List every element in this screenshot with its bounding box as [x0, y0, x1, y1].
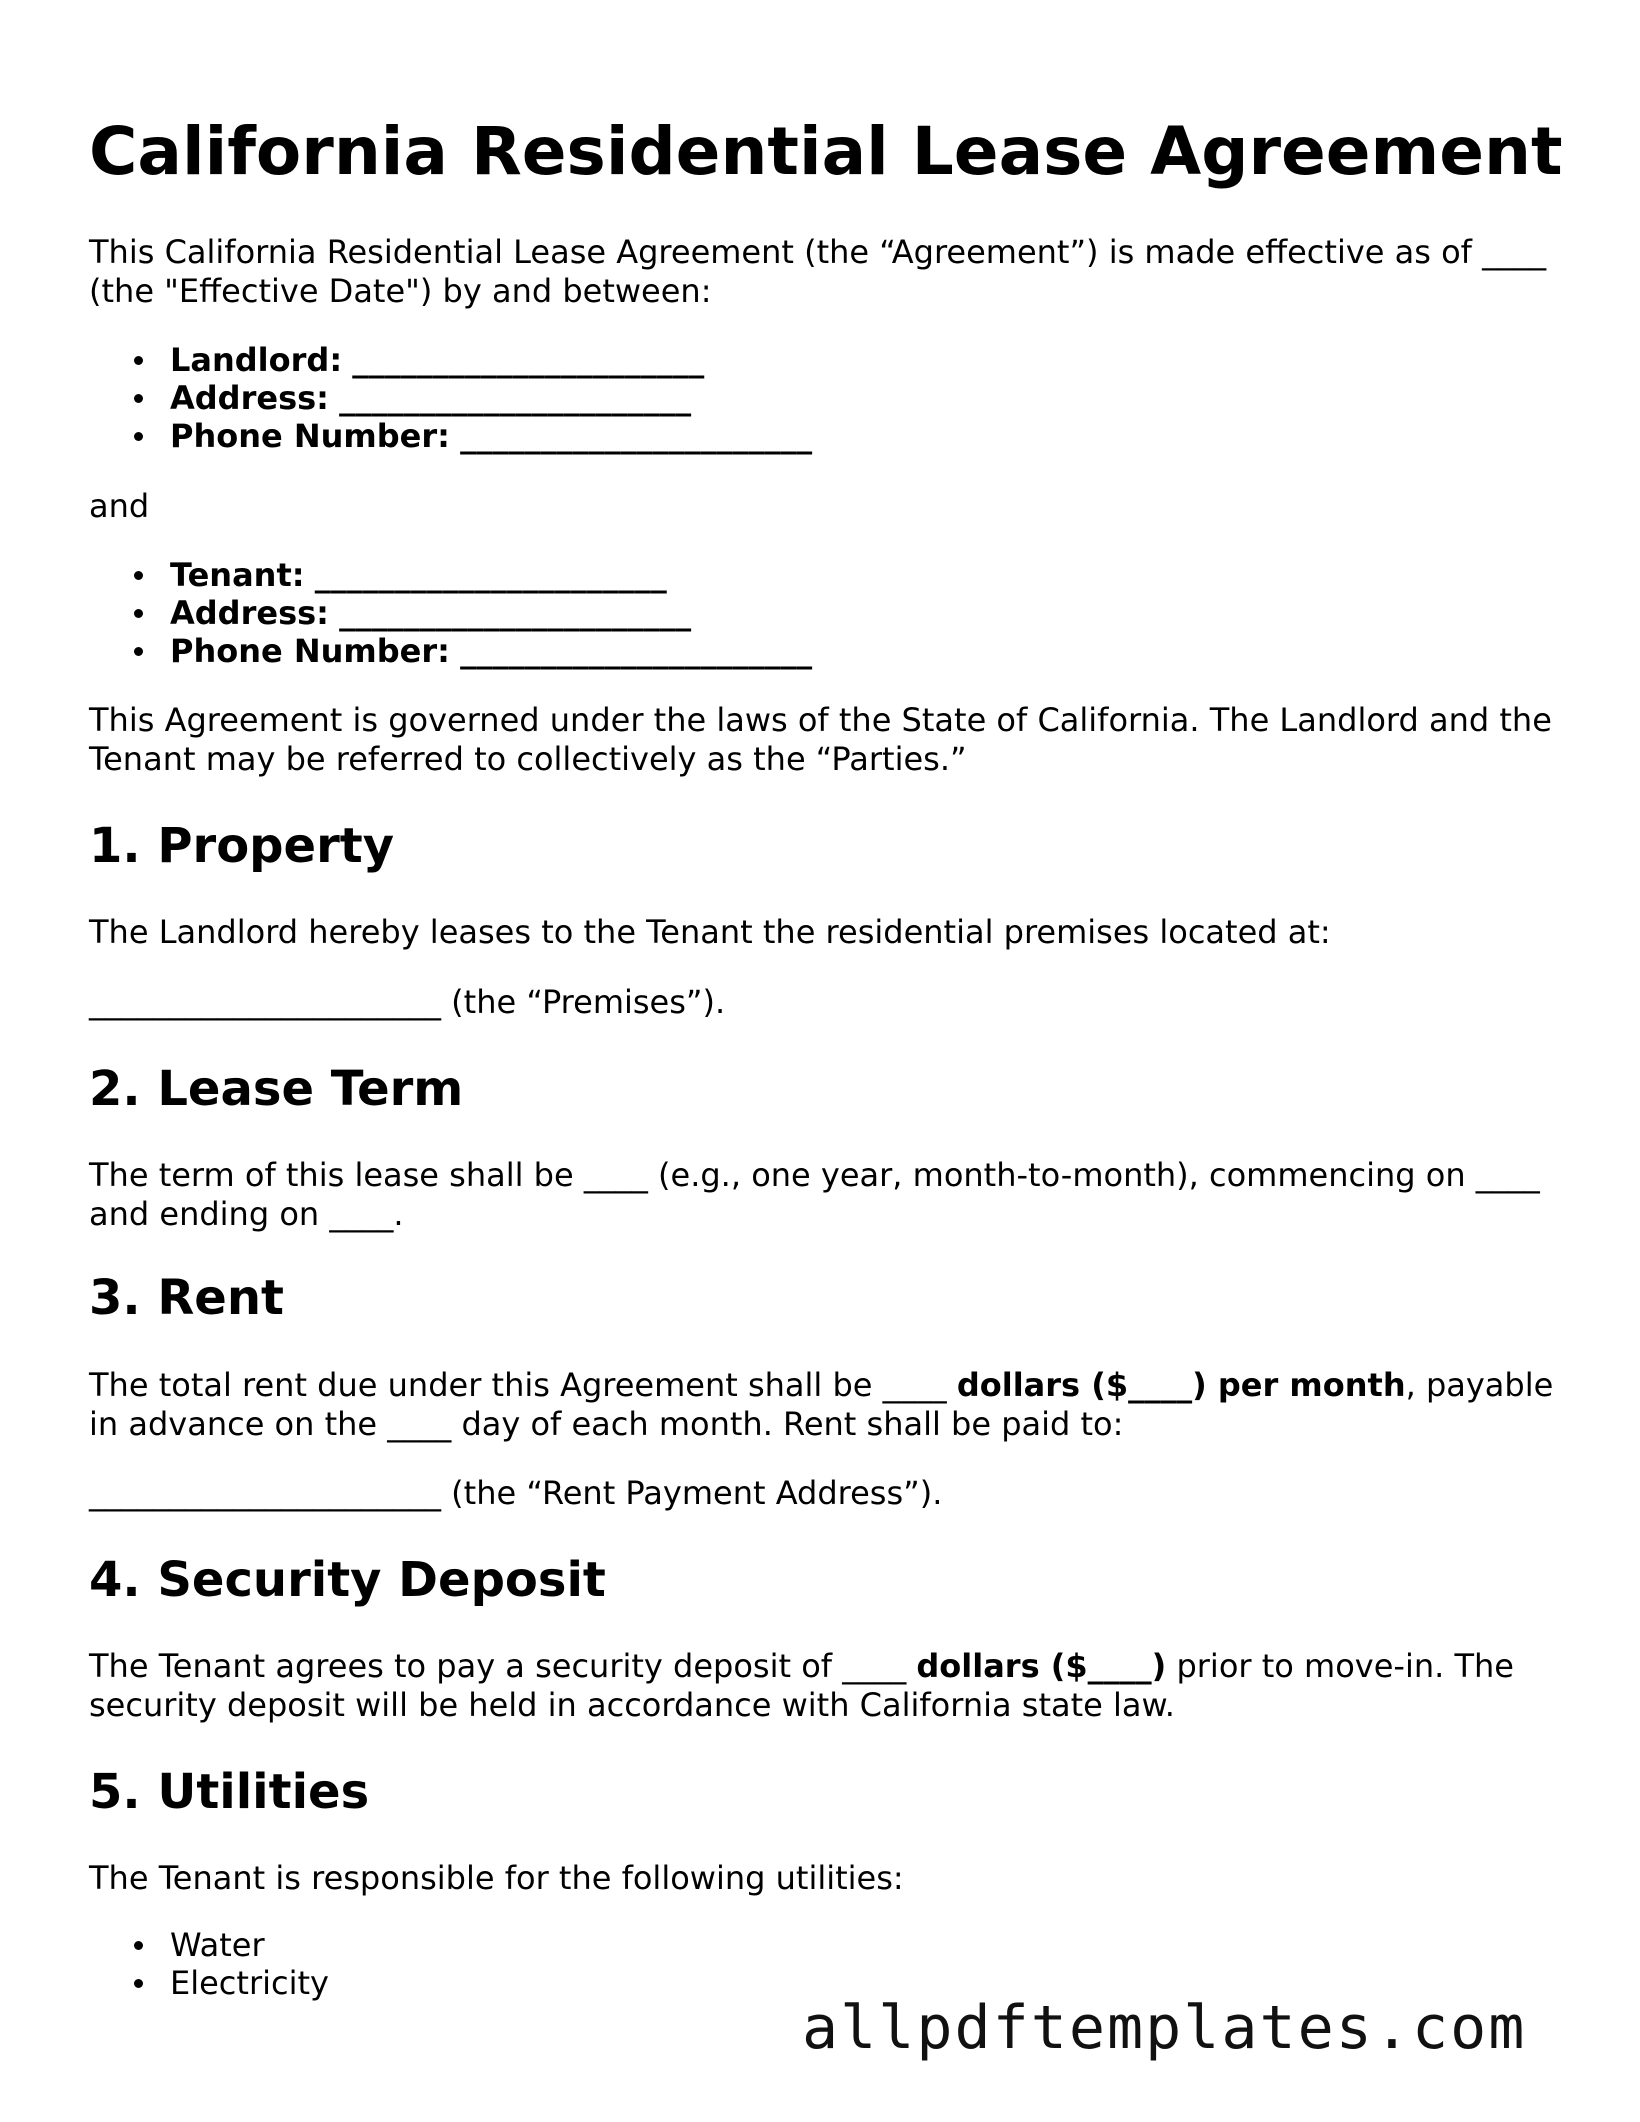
and-text: and: [89, 487, 150, 525]
landlord-blank: ______________________: [352, 341, 705, 379]
landlord-address-label: Address:: [170, 379, 329, 417]
list-item: Water: [89, 1926, 329, 1964]
section-heading-rent: 3. Rent: [89, 1270, 284, 1326]
rent-payment-suffix: (the “Rent Payment Address”).: [451, 1474, 943, 1512]
section-heading-utilities: 5. Utilities: [89, 1764, 370, 1820]
tenant-address-blank: ______________________: [339, 594, 692, 632]
tenant-blank: ______________________: [314, 556, 667, 594]
document-title: California Residential Lease Agreement: [89, 113, 1563, 190]
list-item: [89, 417, 812, 455]
tenant-address-label: Address:: [170, 594, 329, 632]
list-item: Electricity: [89, 1964, 329, 2002]
list-item: [89, 341, 812, 379]
tenant-phone-blank: ______________________: [460, 632, 813, 670]
landlord-phone-label: Phone Number:: [170, 417, 450, 455]
landlord-address-blank: ______________________: [339, 379, 692, 417]
rent-payment-address-line: [89, 1474, 1569, 1513]
section-heading-security-deposit: 4. Security Deposit: [89, 1552, 606, 1608]
deposit-text-start: The Tenant agrees to pay a security deposit of ____: [89, 1647, 907, 1685]
landlord-fields-list: [89, 341, 812, 455]
list-item: [89, 379, 812, 417]
list-item: [89, 594, 812, 632]
utilities-paragraph: The Tenant is responsible for the following utilities:: [89, 1859, 904, 1897]
premises-blank: ______________________: [89, 983, 441, 1021]
landlord-phone-blank: ______________________: [460, 417, 813, 455]
deposit-text-end: prior to move-in. The security deposit will be held in accordance with California state law.: [89, 1647, 1514, 1724]
premises-suffix: (the “Premises”).: [451, 983, 726, 1021]
utilities-list: [89, 1926, 329, 2002]
list-item: [89, 632, 812, 670]
rent-text-end: , payable in advance on the ____ day of each month. Rent shall be paid to:: [89, 1366, 1554, 1443]
rent-payment-blank: ______________________: [89, 1474, 441, 1512]
governing-law-paragraph: This Agreement is governed under the laws of the State of California. The Landlord and the Tenant may be referred to collectively as the “Parties.”: [89, 701, 1552, 778]
list-item: [89, 556, 812, 594]
rent-paragraph: [89, 1366, 1569, 1444]
watermark: allpdftemplates.com: [802, 1993, 1527, 2063]
rent-amount-bold: dollars ($____) per month: [956, 1366, 1406, 1404]
landlord-label: Landlord:: [170, 341, 343, 379]
tenant-fields-list: [89, 556, 812, 670]
lease-term-paragraph: The term of this lease shall be ____ (e.g., one year, month-to-month), commencing on ____ and ending on ____.: [89, 1156, 1540, 1233]
intro-paragraph: This California Residential Lease Agreement (the “Agreement”) is made effective as of ____ (the "Effective Date") by and between:: [89, 233, 1547, 310]
premises-line: [89, 983, 1569, 1022]
section-heading-property: 1. Property: [89, 818, 394, 874]
property-paragraph: The Landlord hereby leases to the Tenant the residential premises located at:: [89, 913, 1331, 951]
tenant-phone-label: Phone Number:: [170, 632, 450, 670]
section-heading-lease-term: 2. Lease Term: [89, 1061, 464, 1117]
deposit-amount-bold: dollars ($____): [916, 1647, 1167, 1685]
tenant-label: Tenant:: [170, 556, 305, 594]
security-deposit-paragraph: [89, 1647, 1569, 1725]
rent-text-start: The total rent due under this Agreement shall be ____: [89, 1366, 947, 1404]
